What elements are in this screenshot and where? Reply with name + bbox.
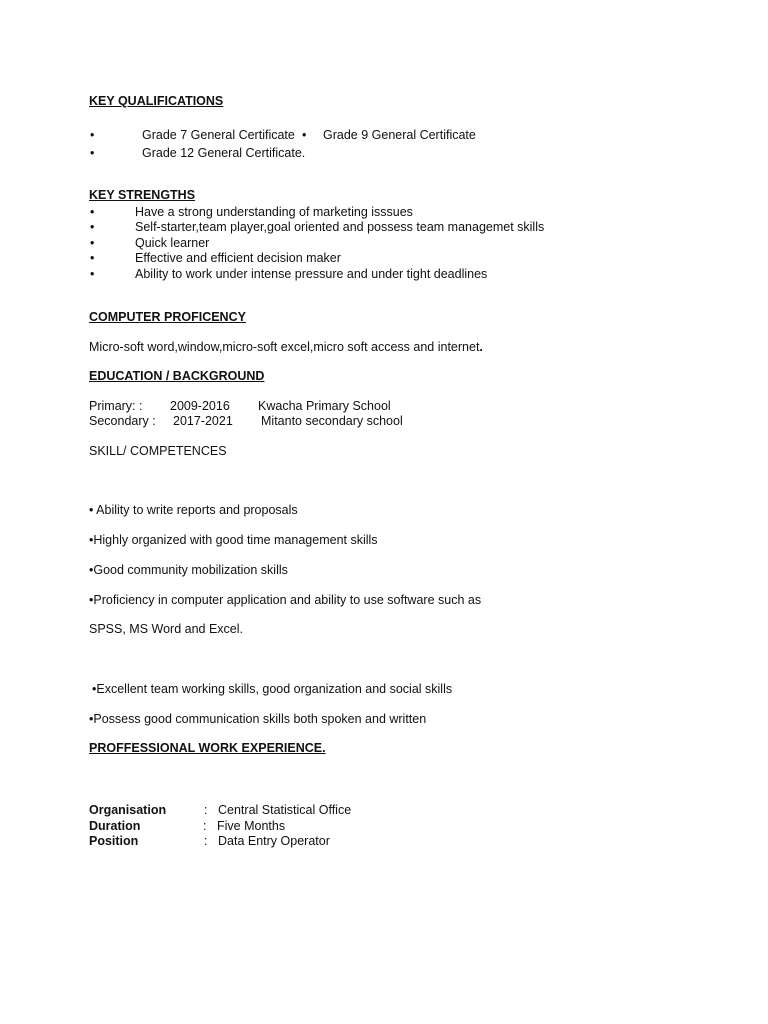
qualification-bullet: •	[90, 128, 95, 142]
work-separator: :	[203, 819, 207, 833]
education-heading: EDUCATION / BACKGROUND	[89, 369, 265, 383]
work-label: Duration	[89, 819, 141, 833]
work-separator: :	[204, 834, 208, 848]
education-label: Primary: :	[89, 399, 143, 413]
skill-item: •Highly organized with good time management skills	[89, 533, 378, 547]
work-value: Five Months	[217, 819, 286, 833]
skill-item: •Proficiency in computer application and ability to use software such as	[89, 593, 482, 607]
computer-proficiency-body: Micro-soft word,window,micro-soft excel,micro soft access and internet	[89, 340, 480, 354]
strength-item: Effective and efficient decision maker	[135, 251, 341, 265]
computer-proficiency-period: .	[479, 340, 483, 354]
skills-heading: SKILL/ COMPETENCES	[89, 444, 227, 458]
skill-item: •Good community mobilization skills	[89, 563, 288, 577]
qualification-bullet: •	[302, 128, 307, 142]
key-qualifications-heading: KEY QUALIFICATIONS	[89, 94, 224, 108]
work-value: Central Statistical Office	[218, 803, 352, 817]
computer-proficiency-text	[89, 340, 483, 355]
education-school: Mitanto secondary school	[261, 414, 403, 428]
education-years: 2017-2021	[173, 414, 233, 428]
computer-proficiency-heading: COMPUTER PROFICENCY	[89, 310, 246, 324]
strength-bullet: •	[90, 251, 95, 265]
skill-item: • Ability to write reports and proposals	[89, 503, 298, 517]
education-school: Kwacha Primary School	[258, 399, 391, 413]
qualification-item: Grade 9 General Certificate	[323, 128, 476, 142]
skill-item: •Excellent team working skills, good organization and social skills	[92, 682, 453, 696]
skill-item: •Possess good communication skills both spoken and written	[89, 712, 427, 726]
strength-bullet: •	[90, 220, 95, 234]
qualification-bullet: •	[90, 146, 95, 160]
education-years: 2009-2016	[170, 399, 230, 413]
work-value: Data Entry Operator	[218, 834, 330, 848]
key-strengths-heading: KEY STRENGTHS	[89, 188, 196, 202]
work-label: Position	[89, 834, 139, 848]
strength-bullet: •	[90, 236, 95, 250]
strength-item: Have a strong understanding of marketing isssues	[135, 205, 413, 219]
strength-item: Quick learner	[135, 236, 210, 250]
education-label: Secondary :	[89, 414, 156, 428]
work-separator: :	[204, 803, 208, 817]
qualification-item: Grade 12 General Certificate.	[142, 146, 306, 160]
strength-item: Ability to work under intense pressure and under tight deadlines	[135, 267, 488, 281]
qualification-item: Grade 7 General Certificate	[142, 128, 295, 142]
work-label: Organisation	[89, 803, 167, 817]
strength-item: Self-starter,team player,goal oriented and possess team managemet skills	[135, 220, 545, 234]
skill-item-continued: SPSS, MS Word and Excel.	[89, 622, 243, 636]
strength-bullet: •	[90, 205, 95, 219]
work-experience-heading: PROFFESSIONAL WORK EXPERIENCE.	[89, 741, 326, 755]
strength-bullet: •	[90, 267, 95, 281]
